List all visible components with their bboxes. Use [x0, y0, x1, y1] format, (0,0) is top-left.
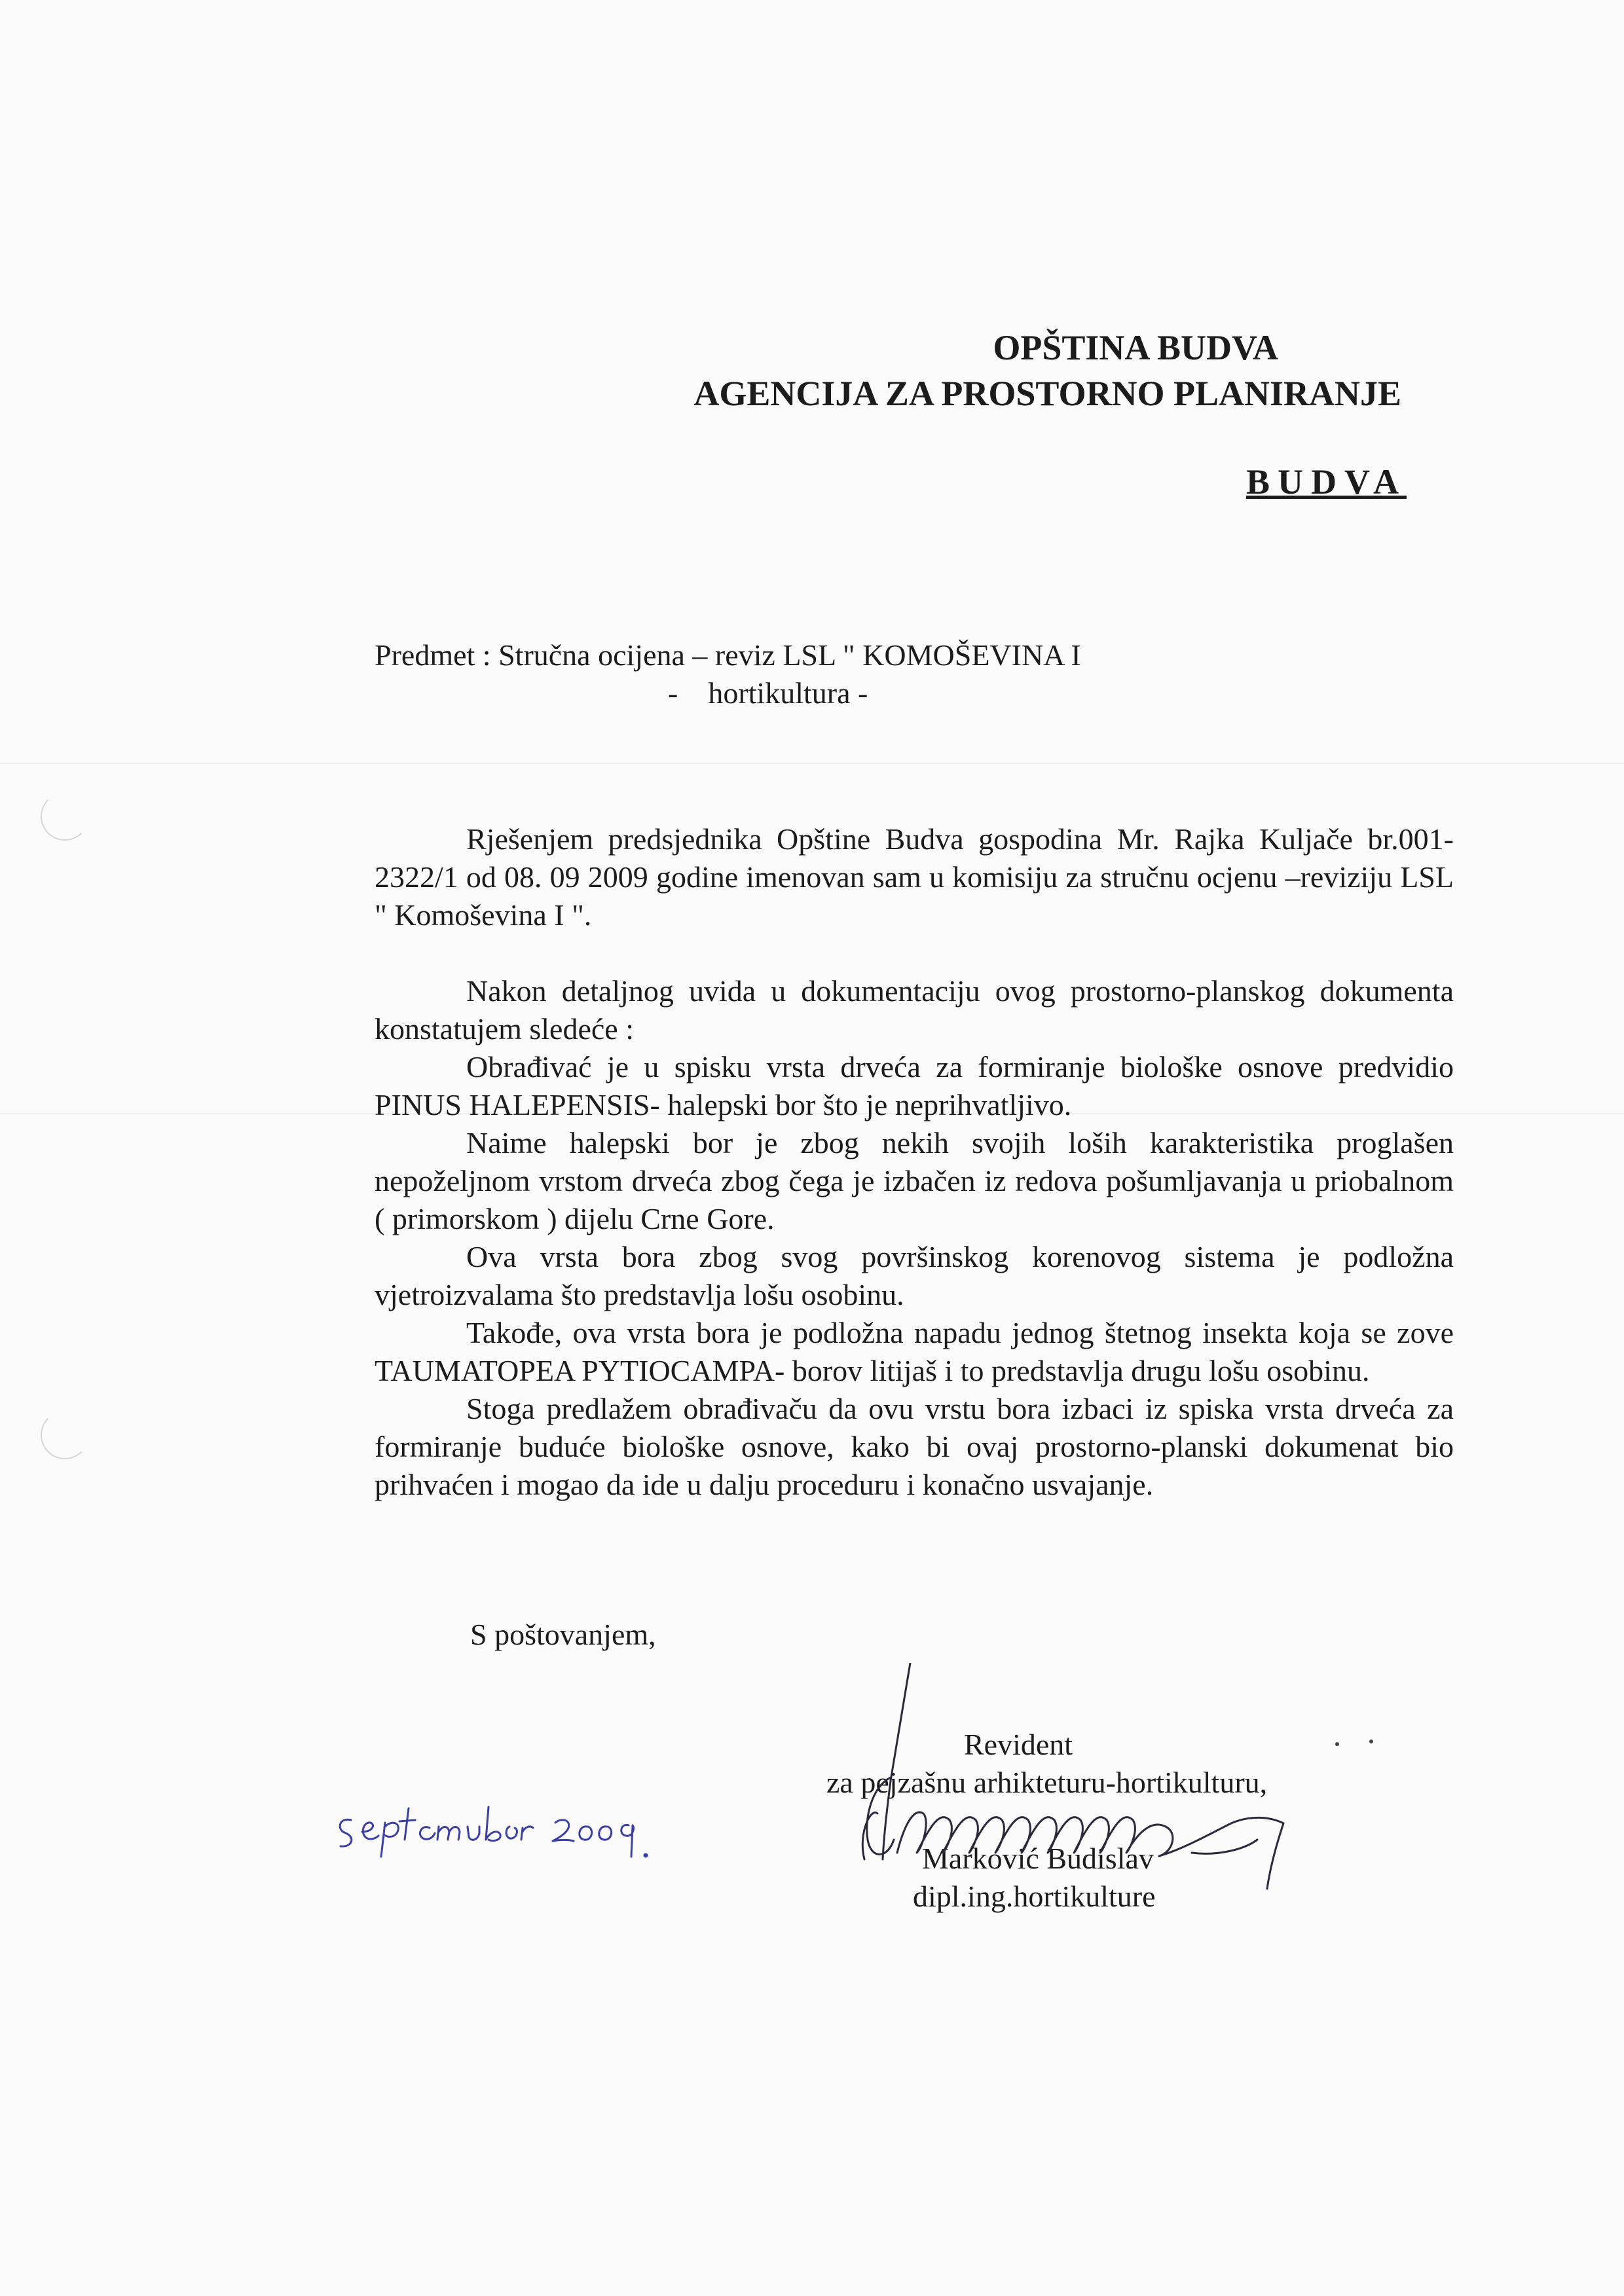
handwritten-signature: [825, 1663, 1401, 1912]
signer-role: Revident: [964, 1728, 1073, 1761]
closing-salutation: S poštovanjem,: [470, 1618, 656, 1651]
body-paragraph: Ova vrsta bora zbog svog površinskog korenovog sistema je podložna vjetroizvalama što predstavlja lošu osobinu.: [375, 1240, 1454, 1311]
body-paragraph: Stoga predlažem obrađivaču da ovu vrstu bora izbaci iz spiska vrsta drveća za formiranje buduće biološke osnove, kako bi ovaj prostorno-planski dokumenat bio prihvaćen i mogao da ide u dalju proceduru i konačno usvajanje.: [375, 1392, 1454, 1501]
body-paragraph: Takođe, ova vrsta bora je podložna napadu jednog štetnog insekta koja se zove TAUMATOPEA PYTIOCAMPA- borov litijaš i to predstavlja drugu lošu osobinu.: [375, 1316, 1454, 1387]
ink-dots: [1329, 1735, 1382, 1755]
handwritten-date: [333, 1794, 673, 1866]
signer-name: Marković Budislav: [922, 1842, 1154, 1875]
punch-hole-mark: [41, 1411, 89, 1459]
header-agency: AGENCIJA ZA PROSTORNO PLANIRANJE: [693, 374, 1401, 413]
body-paragraph: Obrađivać je u spisku vrsta drveća za formiranje biološke osnove predvidio PINUS HALEPENSIS- halepski bor što je neprihvatljivo.: [375, 1050, 1454, 1121]
header-municipality: OPŠTINA BUDVA: [993, 328, 1278, 367]
body-paragraph: Rješenjem predsjednika Opštine Budva gospodina Mr. Rajka Kuljače br.001-2322/1 od 08. 09 2009 godine imenovan sam u komisiju za stručnu ocjenu –reviziju LSL " Komoševina I ".: [375, 822, 1454, 932]
subject-line: Predmet : Stručna ocijena – reviz LSL " KOMOŠEVINA I: [375, 638, 1081, 672]
subject-subline: - hortikultura -: [668, 676, 868, 710]
signer-field: za pejzašnu arhikteturu-hortikulturu,: [826, 1766, 1268, 1799]
body-paragraph: Naime halepski bor je zbog nekih svojih loših karakteristika proglašen nepoželjnom vrstom drveća zbog čega je izbačen iz redova pošumljavanja u priobalnom ( primorskom ) dijelu Crne Gore.: [375, 1126, 1454, 1235]
punch-hole-mark: [41, 792, 89, 841]
paper-fold-line: [0, 763, 1624, 764]
signer-title: dipl.ing.hortikulture: [913, 1880, 1156, 1913]
letter-body: [375, 820, 1454, 1504]
header-city: BUDVA: [1246, 462, 1407, 501]
body-paragraph: Nakon detaljnog uvida u dokumentaciju ovog prostorno-planskog dokumenta konstatujem sledeće :: [375, 974, 1454, 1046]
